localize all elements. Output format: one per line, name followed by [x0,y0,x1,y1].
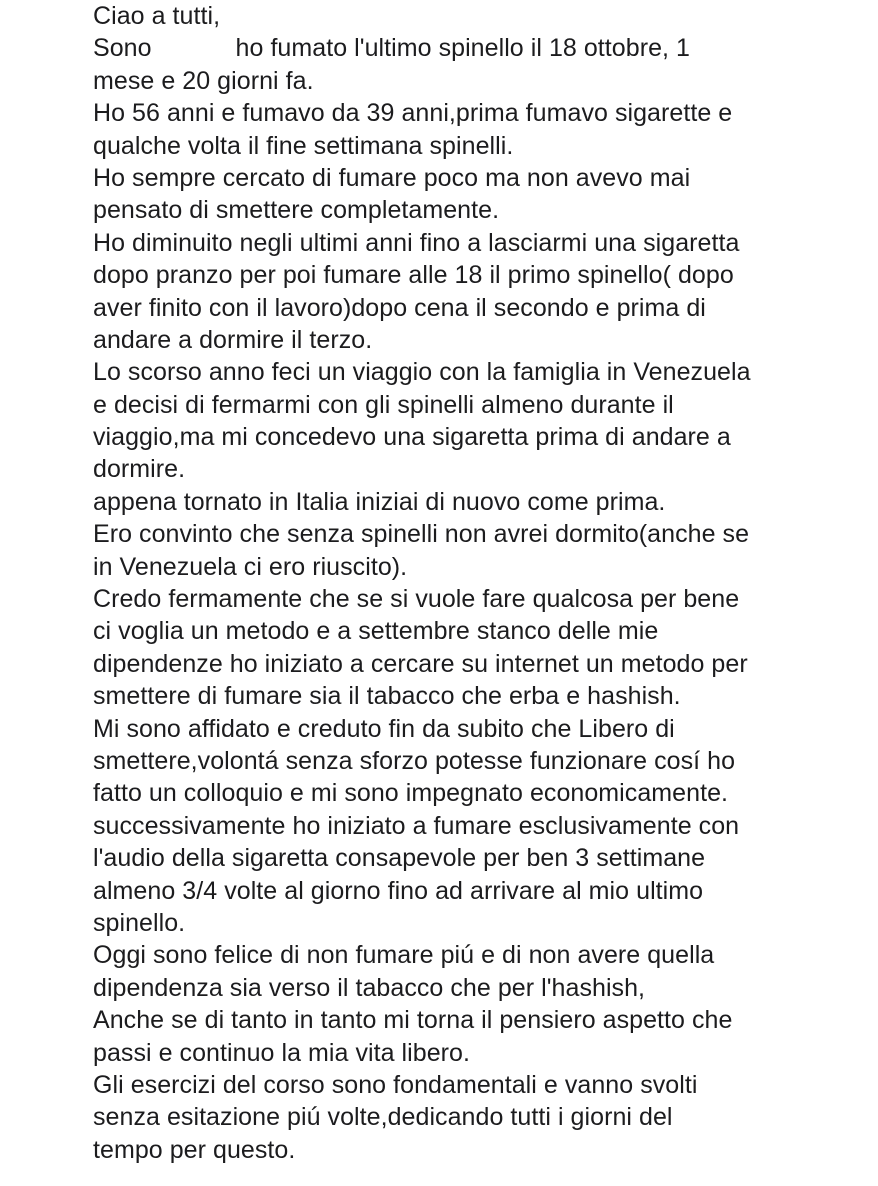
text-line: spinello. [93,908,186,937]
text-line: in Venezuela ci ero riuscito). [93,552,408,581]
text-line: Ho sempre cercato di fumare poco ma non avevo mai [93,163,691,192]
text-line: e decisi di fermarmi con gli spinelli almeno durante il [93,390,674,419]
text-line: dormire. [93,455,186,484]
text-line: Oggi sono felice di non fumare piú e di non avere quella [93,941,715,970]
text-line: Ciao a tutti, [93,2,221,30]
text-line: Mi sono affidato e creduto fin da subito che Libero di [93,714,675,743]
text-line: passi e continuo la mia vita libero. [93,1038,470,1067]
testimonial-text [93,0,863,1166]
text-line: smettere,volontá senza sforzo potesse funzionare cosí ho [93,746,736,775]
text-line: Gli esercizi del corso sono fondamentali e vanno svolti [93,1070,698,1099]
text-line: ci voglia un metodo e a settembre stanco delle mie [93,617,659,646]
text-line: Anche se di tanto in tanto mi torna il pensiero aspetto che [93,1006,733,1035]
text-line: dipendenza sia verso il tabacco che per l'hashish, [93,973,646,1002]
text-line: Ho diminuito negli ultimi anni fino a lasciarmi una sigaretta [93,228,740,257]
text-line: dopo pranzo per poi fumare alle 18 il primo spinello( dopo [93,261,734,290]
text-line: Credo fermamente che se si vuole fare qualcosa per bene [93,585,740,614]
text-line: senza esitazione piú volte,dedicando tutti i giorni del [93,1103,673,1132]
text-line: fatto un colloquio e mi sono impegnato economicamente. [93,779,729,808]
text-line: mese e 20 giorni fa. [93,66,314,95]
text-line: l'audio della sigaretta consapevole per ben 3 settimane [93,844,706,873]
text-line: smettere di fumare sia il tabacco che erba e hashish. [93,682,681,711]
text-line: qualche volta il fine settimana spinelli. [93,131,514,160]
text-line: successivamente ho iniziato a fumare esclusivamente con [93,811,740,840]
text-line: Ho 56 anni e fumavo da 39 anni,prima fumavo sigarette e [93,99,733,128]
text-line: aver finito con il lavoro)dopo cena il secondo e prima di [93,293,706,322]
text-line: pensato di smettere completamente. [93,196,500,225]
text-line: Lo scorso anno feci un viaggio con la famiglia in Venezuela [93,358,751,387]
text-line: appena tornato in Italia iniziai di nuovo come prima. [93,487,666,516]
text-line: andare a dormire il terzo. [93,325,373,354]
text-line: Ero convinto che senza spinelli non avrei dormito(anche se [93,520,750,549]
text-line: tempo per questo. [93,1135,296,1164]
text-line: almeno 3/4 volte al giorno fino ad arrivare al mio ultimo [93,876,704,905]
text-line: viaggio,ma mi concedevo una sigaretta prima di andare a [93,423,731,452]
text-line: dipendenze ho iniziato a cercare su internet un metodo per [93,649,748,678]
text-line: Sono ho fumato l'ultimo spinello il 18 ottobre, 1 [93,34,690,63]
